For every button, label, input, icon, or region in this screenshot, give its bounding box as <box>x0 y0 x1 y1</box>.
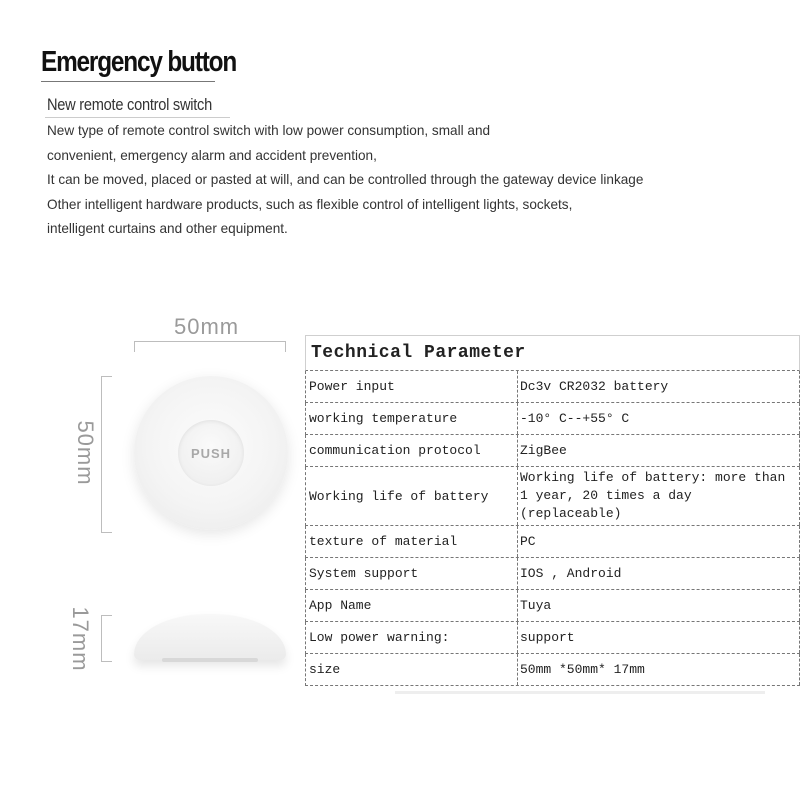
spec-value: PC <box>518 526 800 557</box>
spec-name: Power input <box>306 371 518 402</box>
spec-table-title: Technical Parameter <box>305 335 800 371</box>
spec-value: ZigBee <box>518 435 800 466</box>
table-row <box>305 403 800 435</box>
spec-name: System support <box>306 558 518 589</box>
height-dimension-label: 50mm <box>73 420 98 486</box>
spec-value: Working life of battery: more than 1 year, 20 times a day (replaceable) <box>518 467 800 525</box>
spec-name: App Name <box>306 590 518 621</box>
spec-value: 50mm *50mm* 17mm <box>518 654 800 685</box>
product-side-base <box>162 658 258 662</box>
spec-name: communication protocol <box>306 435 518 466</box>
page-subtitle: New remote control switch <box>47 95 212 114</box>
width-dimension-bracket <box>134 341 286 352</box>
spec-name: Low power warning: <box>306 622 518 653</box>
spec-name: Working life of battery <box>306 467 518 525</box>
table-row <box>305 654 800 686</box>
page-title: Emergency button <box>41 46 237 78</box>
description-line: intelligent curtains and other equipment. <box>47 220 288 236</box>
spec-value: -10° C--+55° C <box>518 403 800 434</box>
spec-name: working temperature <box>306 403 518 434</box>
title-underline <box>41 81 215 82</box>
push-label: PUSH <box>190 445 232 461</box>
spec-name: size <box>306 654 518 685</box>
table-row <box>305 435 800 467</box>
table-row <box>305 622 800 654</box>
header <box>41 46 273 82</box>
table-row <box>305 371 800 403</box>
spec-name: texture of material <box>306 526 518 557</box>
product-top-view <box>134 376 288 530</box>
spec-table <box>305 335 800 686</box>
spec-value: IOS , Android <box>518 558 800 589</box>
description-line: New type of remote control switch with low power consumption, small and <box>47 122 491 138</box>
spec-value: Tuya <box>518 590 800 621</box>
thickness-dimension-bracket <box>101 615 112 662</box>
table-row <box>305 558 800 590</box>
description-line: convenient, emergency alarm and accident prevention, <box>47 146 377 163</box>
product-side-view <box>134 614 286 660</box>
table-row <box>305 526 800 558</box>
description-line: Other intelligent hardware products, such as flexible control of intelligent lights, sockets, <box>47 195 573 212</box>
push-button-center <box>178 420 244 486</box>
width-dimension-label: 50mm <box>174 314 240 339</box>
description-line: It can be moved, placed or pasted at will, and can be controlled through the gateway device linkage <box>47 171 644 187</box>
spec-value: Dc3v CR2032 battery <box>518 371 800 402</box>
description <box>47 118 662 241</box>
table-row <box>305 590 800 622</box>
height-dimension-bracket <box>101 376 112 533</box>
thickness-dimension-label: 17mm <box>68 606 93 672</box>
spec-value: support <box>518 622 800 653</box>
table-row <box>305 467 800 526</box>
table-shadow <box>395 691 765 694</box>
